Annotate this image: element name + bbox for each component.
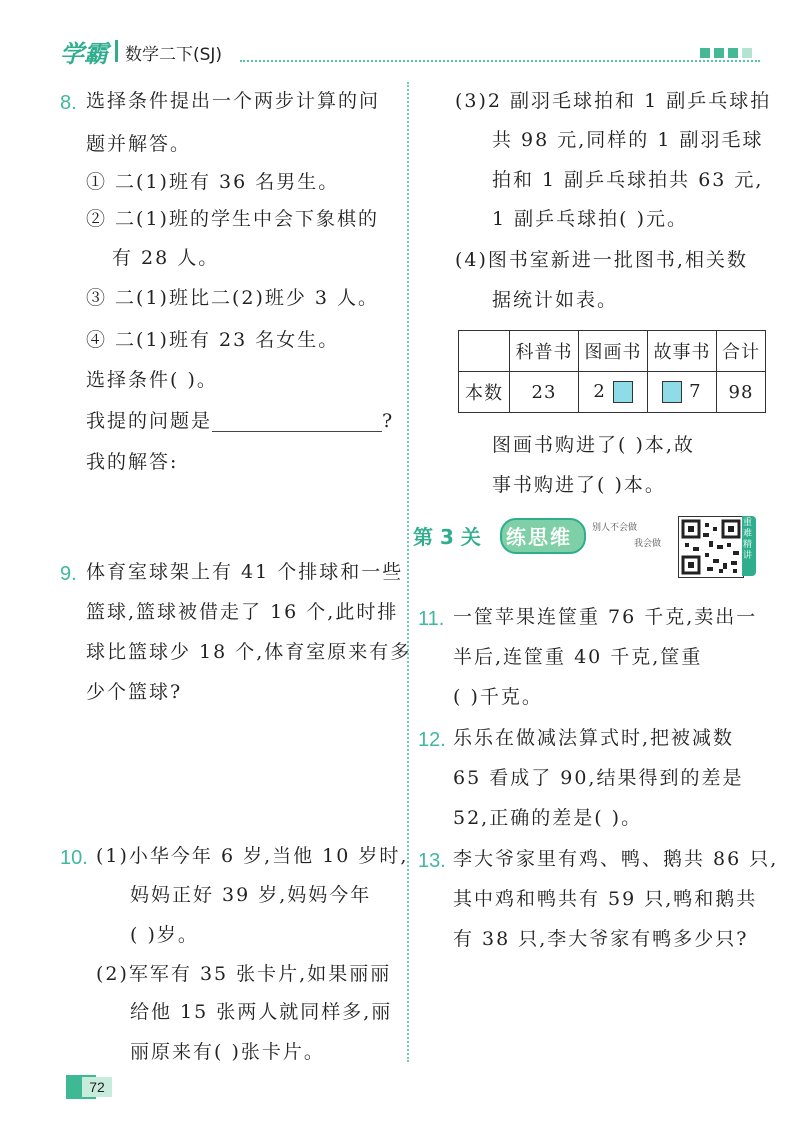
table-row xyxy=(459,372,766,413)
q8-question-row xyxy=(86,408,394,434)
q8-number: 8. xyxy=(60,92,77,114)
q13-line-3: 有 38 只,李大爷家有鸭多少只? xyxy=(453,928,749,950)
page-number: 72 xyxy=(82,1077,112,1097)
header-square-2 xyxy=(714,48,724,58)
right-part4-after-1: 图画书购进了( )本,故 xyxy=(492,434,695,456)
header-divider-bar xyxy=(115,40,118,62)
q8-answer-label: 我的解答: xyxy=(86,451,179,473)
table-cell-total: 98 xyxy=(717,372,766,413)
table-header-tuhua: 图画书 xyxy=(579,331,648,372)
q13-line-2: 其中鸡和鸭共有 59 只,鸭和鹅共 xyxy=(453,888,758,910)
gushi-known-digit: 7 xyxy=(689,381,702,402)
q11-line-1: 一筐苹果连筐重 76 千克,卖出一 xyxy=(453,606,758,628)
level-title: 练思维 xyxy=(506,525,572,549)
q13-line-1: 李大爷家里有鸡、鸭、鹅共 86 只, xyxy=(453,848,779,870)
table-header-row xyxy=(459,331,766,372)
tuhua-blank-box[interactable] xyxy=(613,381,633,403)
right-part3-line-3: 拍和 1 副乒乓球拍共 63 元, xyxy=(492,169,764,191)
level-label: 第 3 关 xyxy=(413,525,481,549)
q9-line-1: 体育室球架上有 41 个排球和一些 xyxy=(86,561,404,583)
table-header-kepu: 科普书 xyxy=(510,331,579,372)
q9-line-2: 篮球,篮球被借走了 16 个,此时排 xyxy=(86,601,399,623)
table-cell-gushi xyxy=(648,372,717,413)
header-square-3 xyxy=(728,48,738,58)
q10-part2-line-1: (2)军军有 35 张卡片,如果丽丽 xyxy=(96,963,392,985)
q11-number: 11. xyxy=(418,608,445,630)
table-cell-kepu: 23 xyxy=(510,372,579,413)
q9-line-3: 球比篮球少 18 个,体育室原来有多 xyxy=(86,641,412,663)
column-divider xyxy=(407,82,409,1062)
q8-question-blank[interactable] xyxy=(212,413,382,432)
q12-line-1: 乐乐在做减法算式时,把被减数 xyxy=(453,727,735,749)
tuhua-known-digit: 2 xyxy=(593,381,606,402)
q8-option-3: ③ 二(1)班比二(2)班少 3 人。 xyxy=(86,287,380,309)
q11-line-2: 半后,连筐重 40 千克,筐重 xyxy=(453,646,703,668)
table-header-empty xyxy=(459,331,510,372)
q11-line-3: ( )千克。 xyxy=(453,686,543,708)
gushi-blank-box[interactable] xyxy=(662,381,682,403)
right-part3-line-4: 1 副乒乓球拍( )元。 xyxy=(492,208,688,230)
table-row-label: 本数 xyxy=(459,372,510,413)
q8-question-suffix: ? xyxy=(382,410,395,432)
table-header-total: 合计 xyxy=(717,331,766,372)
book-subject: 数学二下(SJ) xyxy=(125,45,223,65)
right-part3-line-1: (3)2 副羽毛球拍和 1 副乒乓球拍 xyxy=(455,90,772,112)
right-part4-line-1: (4)图书室新进一批图书,相关数 xyxy=(455,249,748,271)
table-header-gushi: 故事书 xyxy=(648,331,717,372)
level-note-2: 我会做 xyxy=(634,539,662,549)
q12-line-3: 52,正确的差是( )。 xyxy=(453,807,643,829)
q8-option-4: ④ 二(1)班有 23 名女生。 xyxy=(86,329,340,351)
q8-line-2: 题并解答。 xyxy=(86,133,192,155)
brand-logo: 学霸 xyxy=(60,40,108,68)
right-part4-line-2: 据统计如表。 xyxy=(492,289,619,311)
book-statistics-table xyxy=(458,330,766,413)
q12-line-2: 65 看成了 90,结果得到的差是 xyxy=(453,767,744,789)
level-note-1: 别人不会做 xyxy=(592,523,638,533)
right-part4-after-2: 事书购进了( )本。 xyxy=(492,474,666,496)
header-square-1 xyxy=(700,48,710,58)
qr-tab-label: 重难精讲 xyxy=(743,518,753,561)
q10-part1-line-2: 妈妈正好 39 岁,妈妈今年 xyxy=(130,884,372,906)
table-cell-tuhua xyxy=(579,372,648,413)
q10-part2-line-3: 丽原来有( )张卡片。 xyxy=(130,1041,325,1063)
q8-line-1: 选择条件提出一个两步计算的问 xyxy=(86,90,381,112)
qr-code-graphic xyxy=(679,517,743,577)
q10-part2-line-2: 给他 15 张两人就同样多,丽 xyxy=(130,1001,393,1023)
q8-option-2b: 有 28 人。 xyxy=(112,247,220,269)
header-square-4 xyxy=(742,48,752,58)
q13-number: 13. xyxy=(418,850,446,872)
qr-code-icon[interactable] xyxy=(678,516,744,578)
q8-option-2a: ② 二(1)班的学生中会下象棋的 xyxy=(86,208,379,230)
q9-number: 9. xyxy=(60,563,77,585)
right-part3-line-2: 共 98 元,同样的 1 副羽毛球 xyxy=(492,129,764,151)
q8-option-1: ① 二(1)班有 36 名男生。 xyxy=(86,171,340,193)
header-dotted-rule xyxy=(240,60,760,62)
q10-part1-line-3: ( )岁。 xyxy=(130,924,199,946)
q8-choose-condition: 选择条件( )。 xyxy=(86,369,218,391)
q12-number: 12. xyxy=(418,729,446,751)
q9-line-4: 少个篮球? xyxy=(86,681,183,703)
q8-question-prefix: 我提的问题是 xyxy=(86,410,213,432)
q10-part1-line-1: (1)小华今年 6 岁,当他 10 岁时, xyxy=(96,845,409,867)
q10-number: 10. xyxy=(60,847,88,869)
